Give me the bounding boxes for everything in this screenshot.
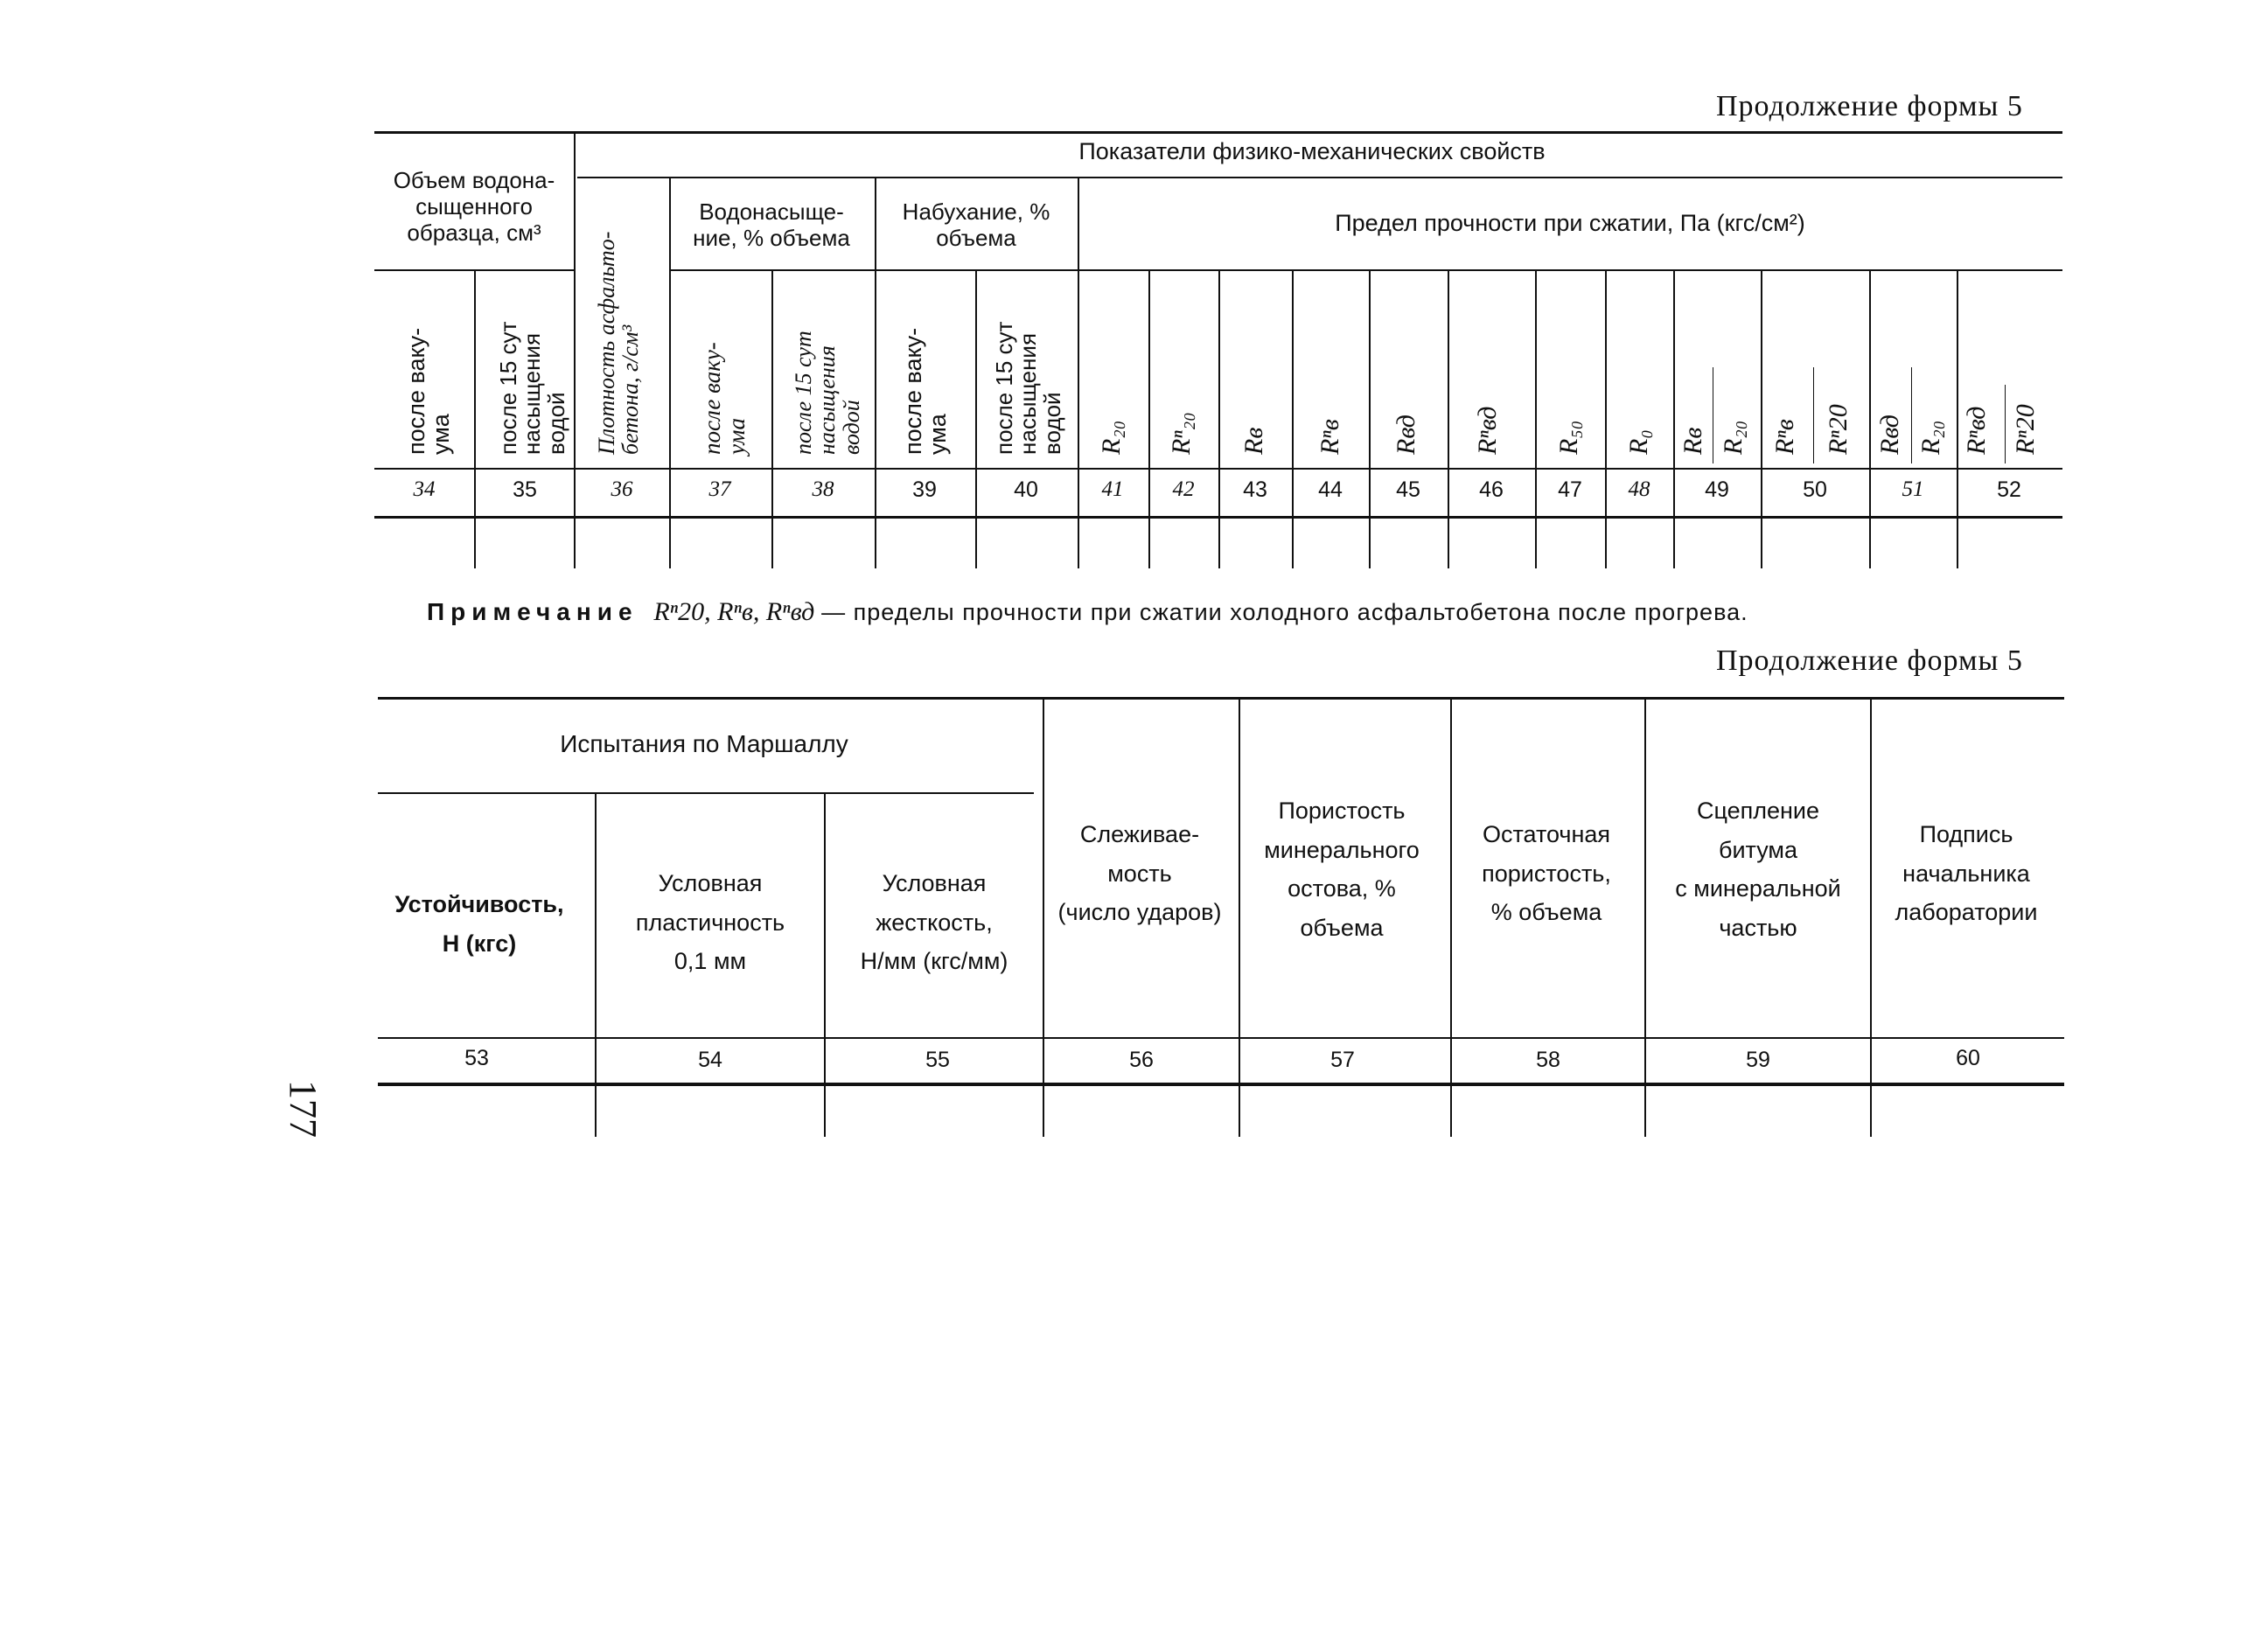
compressive-strength-header: Предел прочности при сжатии, Па (кгс/см²) <box>1335 210 1805 236</box>
plasticity-header: Условная пластичность 0,1 мм <box>635 870 785 975</box>
r-label-51a: Rвд <box>1875 414 1904 455</box>
table2-number-rule-bottom <box>378 1083 2064 1086</box>
residual-porosity-header: Остаточная пористость, % объема <box>1482 821 1611 926</box>
table2-caption: Продолжение формы 5 <box>1716 644 2023 677</box>
table1-split-52 <box>2005 385 2006 463</box>
table1-vline-15 <box>1673 271 1675 568</box>
r-label-49a: Rв <box>1678 427 1707 455</box>
table2-number-rule-top <box>378 1037 2064 1039</box>
col-number-34: 34 <box>413 477 436 501</box>
table1-split-50 <box>1813 367 1814 463</box>
col-number-45: 45 <box>1396 477 1420 502</box>
r-label-49b: R₂₀ <box>1719 420 1748 455</box>
table1-vline-16 <box>1761 271 1762 568</box>
table1-caption: Продолжение формы 5 <box>1716 90 2023 122</box>
table1-vline-13 <box>1535 271 1537 568</box>
table1-vline-3 <box>669 177 671 568</box>
r-label-52a: Rⁿвд <box>1962 406 1991 455</box>
table1-vline-12 <box>1448 271 1449 568</box>
table1-vline-9 <box>1218 271 1220 568</box>
table1-vline-1 <box>474 271 476 568</box>
col-number-57: 57 <box>1330 1048 1355 1072</box>
r-label-47: R₅₀ <box>1554 420 1583 455</box>
page-number: 177 <box>282 1080 324 1138</box>
r-label-41: R₂₀ <box>1097 420 1126 455</box>
note-text: — пределы прочности при сжатии холодного асфальтобетона после прогрева. <box>821 599 1748 625</box>
table2-vline-7 <box>1870 700 1872 1137</box>
stability-header: Устойчивость, Н (кгс) <box>394 891 564 957</box>
col36-header: Плотность асфальто- бетона, г/см³ <box>594 231 644 455</box>
swelling-header: Набухание, % объема <box>902 199 1050 251</box>
col38-header: после 15 сут насыщения водой <box>791 331 864 455</box>
r-label-52b: Rⁿ20 <box>2011 404 2040 455</box>
table1-sub-rule-right <box>669 269 2062 271</box>
col-number-49: 49 <box>1705 477 1729 502</box>
table1-vline-10 <box>1292 271 1294 568</box>
volume-group-header: Объем водона- сыщенного образца, см³ <box>393 167 555 246</box>
r-label-42: Rⁿ₂₀ <box>1167 412 1196 455</box>
note-symbols: Rⁿ20, Rⁿв, Rⁿвд <box>653 597 815 626</box>
table1-vline-11 <box>1369 271 1371 568</box>
table2-top-rule <box>378 697 2064 700</box>
water-saturation-header: Водонасыще- ние, % объема <box>693 199 850 251</box>
col40-header: после 15 сут насыщения водой <box>991 321 1065 455</box>
col-number-38: 38 <box>812 477 834 501</box>
col-number-58: 58 <box>1536 1048 1560 1072</box>
table1-vline-8 <box>1148 271 1150 568</box>
r-label-50b: Rⁿ20 <box>1824 404 1853 455</box>
col-number-36: 36 <box>611 477 633 501</box>
physmech-group-header: Показатели физико-механических свойств <box>1078 138 1546 164</box>
table1-top-rule <box>374 131 2062 134</box>
col-number-39: 39 <box>912 477 937 502</box>
mineral-porosity-header: Пористость минерального остова, % объема <box>1264 798 1420 941</box>
col-number-42: 42 <box>1172 477 1195 501</box>
col-number-53: 53 <box>464 1046 489 1070</box>
col-number-44: 44 <box>1318 477 1343 502</box>
note-row <box>427 597 1748 628</box>
r-label-46: Rⁿвд <box>1473 406 1502 455</box>
col-number-35: 35 <box>513 477 537 502</box>
col-number-41: 41 <box>1101 477 1124 501</box>
col-number-46: 46 <box>1479 477 1504 502</box>
table2-vline-4 <box>1239 700 1240 1137</box>
r-label-48: R₀ <box>1624 429 1653 455</box>
table1-vline-14 <box>1605 271 1607 568</box>
table1-vline-17 <box>1869 271 1871 568</box>
table1-vline-5 <box>875 177 876 568</box>
table1-vline-7 <box>1078 177 1079 568</box>
col-number-56: 56 <box>1129 1048 1154 1072</box>
table1-vline-18 <box>1957 271 1958 568</box>
col37-header: после ваку- ума <box>699 342 750 455</box>
table1-group-rule <box>577 177 2062 178</box>
r-label-44: Rⁿв <box>1315 419 1344 455</box>
table2-vline-2 <box>824 794 826 1137</box>
col34-header: после ваку- ума <box>403 327 455 455</box>
col35-header: после 15 сут насыщения водой <box>495 321 569 455</box>
table1-vline-6 <box>975 271 977 568</box>
col-number-52: 52 <box>1997 477 2021 502</box>
table2-vline-1 <box>595 794 597 1137</box>
lab-head-signature-header: Подпись начальника лаборатории <box>1895 821 2038 926</box>
r-label-51b: R₂₀ <box>1916 420 1945 455</box>
col-number-50: 50 <box>1803 477 1827 502</box>
col-number-37: 37 <box>708 477 731 501</box>
r-label-50a: Rⁿв <box>1770 419 1799 455</box>
table1-vline-2 <box>574 131 576 568</box>
col-number-43: 43 <box>1243 477 1267 502</box>
col-number-59: 59 <box>1746 1048 1770 1072</box>
marshall-group-header: Испытания по Маршаллу <box>560 730 848 757</box>
table2-vline-3 <box>1043 700 1044 1137</box>
col-number-54: 54 <box>698 1048 722 1072</box>
col-number-48: 48 <box>1628 477 1650 501</box>
table1-vline-4 <box>771 271 773 568</box>
col-number-60: 60 <box>1956 1046 1980 1070</box>
table2-vline-5 <box>1450 700 1452 1137</box>
r-label-43: Rв <box>1239 427 1268 455</box>
bitumen-adhesion-header: Сцепление битума с минеральной частью <box>1675 798 1841 941</box>
table2-vline-6 <box>1644 700 1646 1137</box>
col39-header: после ваку- ума <box>900 327 952 455</box>
col-number-51: 51 <box>1902 477 1924 501</box>
r-label-45: Rвд <box>1392 414 1420 455</box>
table1-split-51 <box>1911 367 1912 463</box>
col-number-40: 40 <box>1014 477 1038 502</box>
note-label: Примечание <box>427 598 639 625</box>
caking-header: Слеживае- мость (число ударов) <box>1057 821 1222 926</box>
col-number-47: 47 <box>1558 477 1582 502</box>
table2-marshall-rule <box>378 792 1034 794</box>
stiffness-header: Условная жесткость, Н/мм (кгс/мм) <box>860 870 1008 975</box>
col-number-55: 55 <box>925 1048 950 1072</box>
